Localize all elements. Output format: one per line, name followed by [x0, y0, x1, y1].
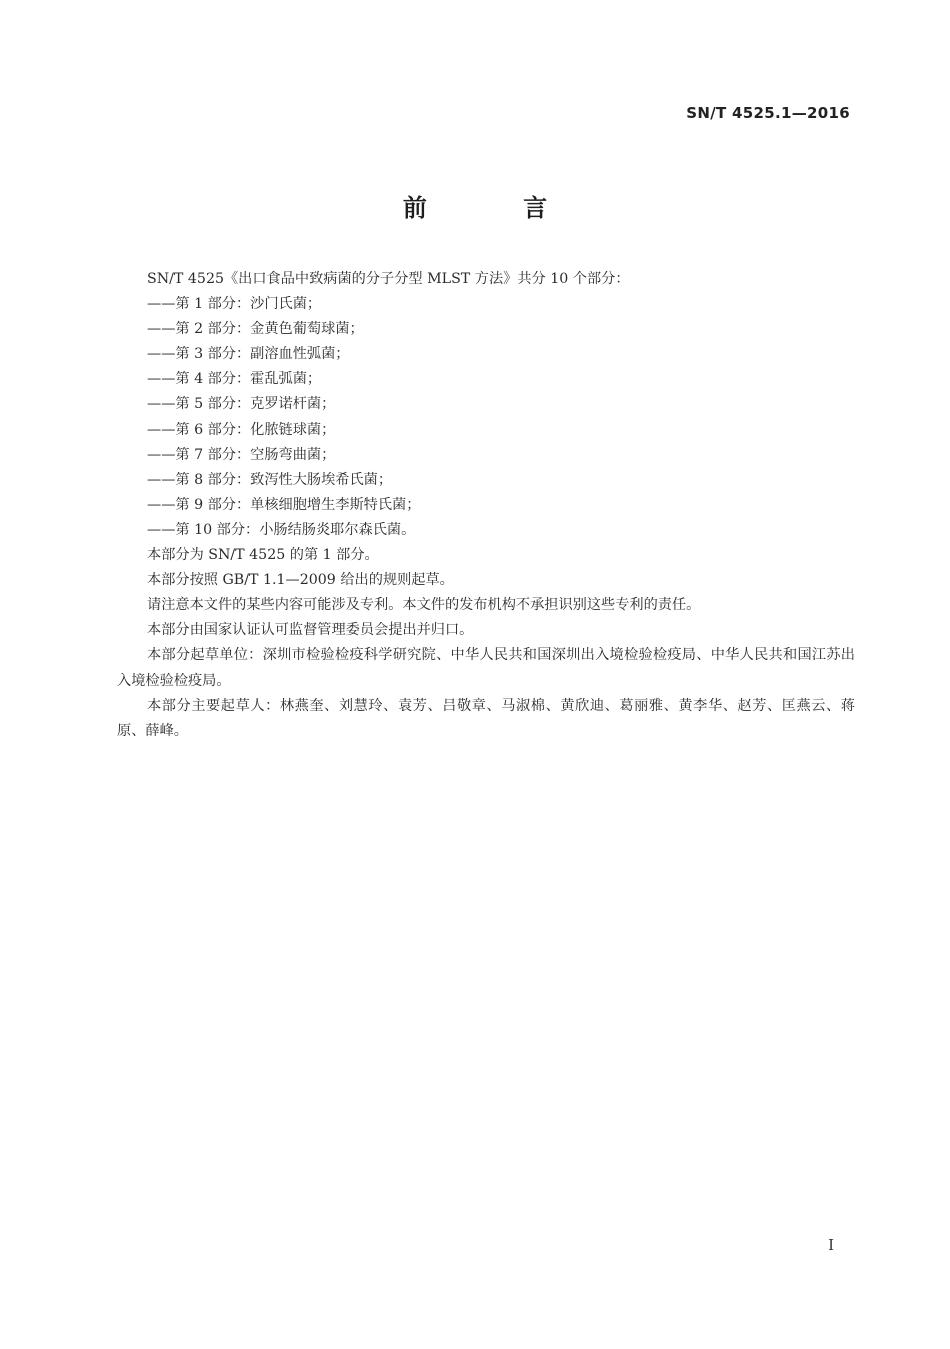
page-number: I	[828, 1236, 834, 1254]
proposer-paragraph: 本部分由国家认证认可监督管理委员会提出并归口。	[147, 622, 474, 639]
list-item: ——第 9 部分：单核细胞增生李斯特氏菌；	[147, 496, 421, 513]
part-statement-paragraph: 本部分为 SN/T 4525 的第 1 部分。	[147, 547, 379, 564]
standard-number: SN/T 4525.1—2016	[686, 104, 850, 122]
list-item: ——第 1 部分：沙门氏菌；	[147, 296, 322, 313]
intro-paragraph: SN/T 4525《出口食品中致病菌的分子分型 MLST 方法》共分 10 个部分：	[147, 271, 630, 287]
parts-list	[117, 292, 855, 543]
patent-notice-paragraph: 请注意本文件的某些内容可能涉及专利。本文件的发布机构不承担识别这些专利的责任。	[147, 597, 701, 614]
list-item: ——第 5 部分：克罗诺杆菌；	[147, 396, 336, 413]
page-title: 前 言	[402, 194, 592, 222]
list-item: ——第 10 部分：小肠结肠炎耶尔森氏菌。	[147, 521, 416, 538]
drafters-paragraph: 本部分主要起草人：林燕奎、刘慧玲、袁芳、吕敬章、马淑棉、黄欣迪、葛丽雅、黄李华、赵芳、匡燕云、蒋原、薛峰。	[117, 697, 855, 739]
drafting-rules-paragraph: 本部分按照 GB/T 1.1—2009 给出的规则起草。	[147, 572, 454, 589]
list-item: ——第 3 部分：副溶血性弧菌；	[147, 346, 350, 363]
list-item: ——第 4 部分：霍乱弧菌；	[147, 371, 322, 388]
drafting-units-paragraph: 本部分起草单位：深圳市检验检疫科学研究院、中华人民共和国深圳出入境检验检疫局、中华人民共和国江苏出入境检验检疫局。	[117, 647, 855, 689]
list-item: ——第 6 部分：化脓链球菌；	[147, 421, 336, 438]
document-body	[117, 267, 855, 744]
list-item: ——第 8 部分：致泻性大肠埃希氏菌；	[147, 471, 393, 488]
list-item: ——第 7 部分：空肠弯曲菌；	[147, 446, 336, 463]
list-item: ——第 2 部分：金黄色葡萄球菌；	[147, 321, 364, 338]
